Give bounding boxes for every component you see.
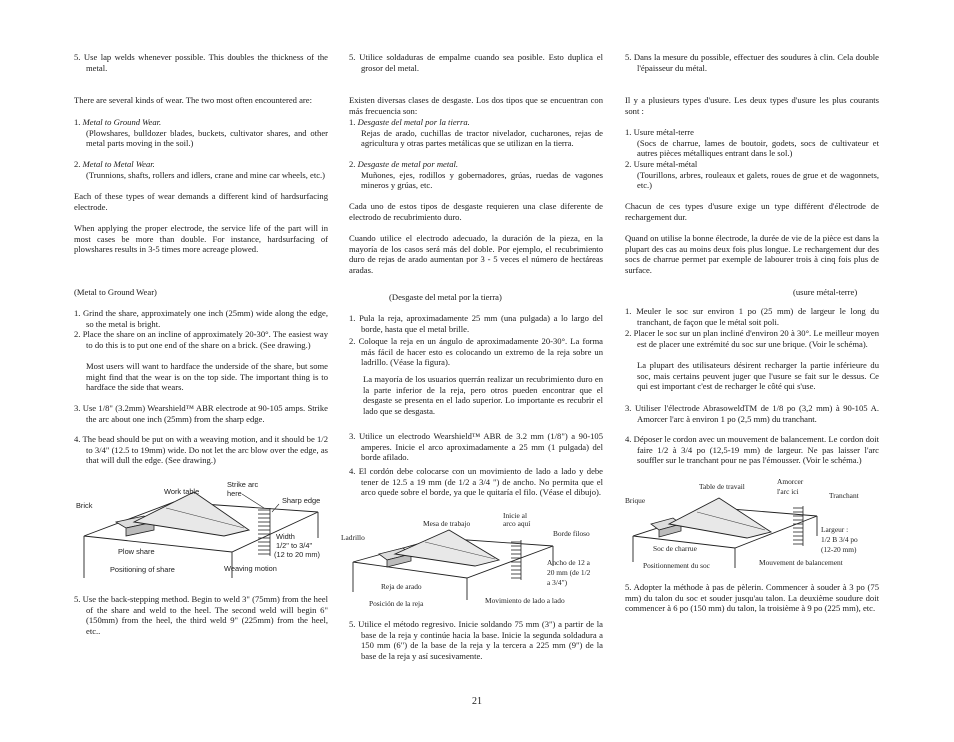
label-soc: Soc de charrue — [653, 544, 697, 553]
label-strike-arc: Strike arc — [227, 480, 259, 489]
step-2: 2. Placer le soc sur un plan incliné d'environ 20 à 30°. Le meilleur moyen est de placer une extrémité du soc sur une brique. (Voir le schéma). — [625, 328, 879, 349]
label-posicion: Posición de la reja — [369, 599, 424, 608]
wear-type-2-desc: Muñones, ejes, rodillos y gobernadores, grúas, ruedas de vagones mineros y grúas, etc. — [361, 169, 603, 191]
label-largeur-2: 1/2 B 3/4 po — [821, 535, 858, 544]
wear-type-1-title: Desgaste del metal por la tierra. — [357, 117, 470, 127]
english-figure — [74, 478, 328, 582]
wear-type-2-title: Desgaste de metal por metal. — [357, 159, 459, 169]
wear-type-2-desc: (Tourillons, arbres, rouleaux et galets, roues de grue et de wagonnets, etc.) — [637, 169, 879, 191]
wear-type-1-desc: Rejas de arado, cuchillas de tractor nivelador, cucharones, rejas de agricultura y otras partes metálicas que se utilizan en la tierra. — [361, 127, 603, 149]
label-tranchant: Tranchant — [829, 491, 859, 500]
page-number: 21 — [472, 696, 482, 707]
label-table: Table de travail — [699, 482, 745, 491]
label-width: Width — [276, 532, 295, 541]
step-1: 1. Meuler le soc sur environ 1 po (25 mm) de largeur le long du tranchant, de façon que le métal soit poli. — [625, 306, 879, 327]
service-life-paragraph: Quand on utilise la bonne électrode, la durée de vie de la pièce est dans la plupart des cas au moins deux fois plus longue. Le rechargement dur des socs de charrue permet par exemple de labourer trois à cinq fois plus de surface. — [625, 233, 879, 275]
label-ancho-3: a 3/4") — [547, 578, 568, 587]
wear-type-2-title: 2. Usure métal-métal — [625, 159, 698, 169]
label-sharp-edge: Sharp edge — [282, 496, 321, 505]
wear-type-2-title: Metal to Metal Wear. — [82, 159, 155, 169]
label-mesa: Mesa de trabajo — [423, 519, 471, 528]
wear-type-2: 2. Desgaste de metal por metal. Muñones, ejes, rodillos y gobernadores, grúas, ruedas de vagones mineros y grúas, etc. — [349, 159, 603, 191]
step-4: 4. Déposer le cordon avec un mouvement de balancement. Le cordon doit faire 1/2 à 3/4 po (12,5-19 mm) de largeur. Ne pas laisser l'arc souffler sur le tranchant pour ne pas l'émousser. (Voir le schéma.) — [625, 434, 879, 466]
label-width-range-2: (12 to 20 mm) — [274, 550, 321, 559]
step-5: 5. Use the back-stepping method. Begin to weld 3" (75mm) from the heel of the share and weld to the heel. The second weld will begin 6" (150mm) from the heel, the third weld 9" (225mm) from the heel, etc.. — [74, 594, 328, 636]
label-positionnement: Positionnement du soc — [643, 561, 710, 570]
wear-type-1-title: 1. Usure métal-terre — [625, 127, 694, 137]
label-positioning: Positioning of share — [110, 565, 175, 574]
label-here: here — [227, 489, 242, 498]
step-3: 3. Utiliser l'électrode AbrasoweldTM de 1/8 po (3,2 mm) à 90-105 A. Amorcer l'arc à environ 1 po (2,5 mm) du tranchant. — [625, 403, 879, 424]
lap-weld-paragraph: 5. Utilice soldaduras de empalme cuando sea posible. Esto duplica el grosor del metal. — [349, 52, 603, 73]
step-5: 5. Adopter la méthode à pas de pèlerin. Commencer à souder à 3 po (75 mm) du talon du soc et souder jusqu'au talon. La deuxième soudure doit commencer à 6 po (150 mm) du talon, la troisième à 9 po (225 mm), etc. — [625, 582, 879, 614]
electrode-paragraph: Each of these types of wear demands a different kind of hardsurfacing electrode. — [74, 191, 328, 212]
step-1: 1. Pula la reja, aproximadamente 25 mm (una pulgada) a lo largo del borde, hasta que el metal brille. — [349, 313, 603, 334]
lap-weld-paragraph: 5. Dans la mesure du possible, effectuer des soudures à clin. Cela double l'épaisseur du métal. — [625, 52, 879, 73]
wear-type-2: 2. Metal to Metal Wear. (Trunnions, shafts, rollers and idlers, crane and mine car wheels, etc.) — [74, 159, 328, 180]
step-2-note: Most users will want to hardface the underside of the share, but some might find that the wear is on the top side. The important thing is to hardface the side that wears. — [86, 361, 328, 393]
wear-intro: There are several kinds of wear. The two most often encountered are: — [74, 95, 312, 105]
wear-type-1: 1. Metal to Ground Wear. (Plowshares, bulldozer blades, buckets, cultivator shares, and other metal parts moving in the soil.) — [74, 117, 328, 149]
wear-type-1-desc: (Plowshares, bulldozer blades, buckets, cultivator shares, and other metal parts moving in the soil.) — [86, 127, 328, 149]
step-4: 4. The bead should be put on with a weaving motion, and it should be 1/2 to 3/4" (12.5 to 19mm) wide. Do not let the arc blow over the edge, as that will dull the edge. (See drawing.) — [74, 434, 328, 466]
label-movimiento: Movimiento de lado a lado — [485, 596, 565, 605]
label-largeur-3: (12-20 mm) — [821, 545, 857, 554]
service-life-paragraph: Cuando utilice el electrodo adecuado, la duración de la pieza, en la mayoría de los casos será más del doble. Por ejemplo, el recubrimiento duro de rejas de arado aumentan por 3 - 5 veces el número de hectáreas aradas. — [349, 233, 603, 275]
label-brick: Brick — [76, 501, 93, 510]
step-2: 2. Place the share on an incline of approximately 20-30°. The easiest way to do this is to put one end of the share on a brick. (See drawing.) — [74, 329, 328, 350]
wear-intro: Existen diversas clases de desgaste. Los dos tipos que se encuentran con más frecuencia son: — [349, 95, 603, 116]
label-ladrillo: Ladrillo — [341, 533, 365, 542]
lap-weld-paragraph: 5. Use lap welds whenever possible. This doubles the thickness of the metal. — [74, 52, 328, 73]
step-3: 3. Use 1/8" (3.2mm) Wearshield™ ABR electrode at 90-105 amps. Strike the arc about one inch (25mm) from the sharp edge. — [74, 403, 328, 424]
spanish-figure — [339, 512, 605, 612]
label-work-table: Work table — [164, 487, 200, 496]
wear-type-1-title: Metal to Ground Wear. — [82, 117, 162, 127]
label-amorcer-1: Amorcer — [777, 478, 804, 486]
step-5: 5. Utilice el método regresivo. Inicie soldando 75 mm (3") a partir de la base de la reja y continúe hacia la base. Inicie la segunda soldadura a 150 mm (6") de la base de la reja y la tercera a 225 mm (9") de la base de la reja y así sucesivamente. — [349, 619, 603, 661]
french-figure — [623, 478, 881, 574]
step-2-note: La mayoría de los usuarios querrán realizar un recubrimiento duro en la parte inferior de la reja, pero otros pueden encontrar que el desgaste se presenta en el lado superior. Lo importante es recubrir el lado que se desgasta. — [363, 374, 603, 416]
step-3: 3. Utilice un electrodo Wearshield™ ABR de 3.2 mm (1/8") a 90-105 amperes. Inicie el arco aproximadamente a 25 mm (1 pulgada) del borde afilado. — [349, 431, 603, 463]
label-inicie-1: Inicie al — [503, 512, 528, 520]
wear-type-2 — [625, 159, 879, 191]
label-inicie-2: arco aquí — [503, 519, 531, 528]
label-mouvement: Mouvement de balancement — [759, 558, 843, 567]
step-2: 2. Coloque la reja en un ángulo de aproximadamente 20-30°. La forma más fácil de hacer esto es colocando un extremo de la reja sobre un ladrillo. (Véase la figura). — [349, 336, 603, 368]
wear-type-2-desc: (Trunnions, shafts, rollers and idlers, crane and mine car wheels, etc.) — [86, 169, 326, 180]
section-title: (Desgaste del metal por la tierra) — [389, 292, 502, 302]
electrode-paragraph: Chacun de ces types d'usure exige un type différent d'électrode de rechargement dur. — [625, 201, 879, 222]
label-width-range-1: 1/2" to 3/4" — [276, 541, 313, 550]
wear-type-1 — [625, 127, 879, 159]
label-brique: Brique — [625, 496, 646, 505]
label-weaving: Weaving motion — [224, 564, 277, 573]
wear-intro: Il y a plusieurs types d'usure. Les deux types d'usure les plus courants sont : — [625, 95, 879, 116]
wear-type-1-desc: (Socs de charrue, lames de boutoir, godets, socs de cultivateur et autres pièces métalliques entrant dans le sol.) — [637, 137, 879, 159]
service-life-paragraph: When applying the proper electrode, the service life of the part will in most cases be more than double. For instance, hardsurfacing of plowshares results in 3-5 times more acreage plowed. — [74, 223, 328, 255]
section-title: (Metal to Ground Wear) — [74, 287, 157, 297]
step-2-note: La plupart des utilisateurs désirent recharger la partie inférieure du soc, mais certains peuvent juger que l'usure se fait sur le dessus. Ce qui est important c'est de recharger le côté qui s'use. — [637, 360, 879, 392]
electrode-paragraph: Cada uno de estos tipos de desgaste requieren una clase diferente de electrodo de recubrimiento duro. — [349, 201, 603, 222]
label-ancho-2: 20 mm (de 1/2 — [547, 568, 591, 577]
label-amorcer-2: l'arc ici — [777, 487, 799, 496]
label-largeur-1: Largeur : — [821, 525, 849, 534]
label-ancho-1: Ancho de 12 a — [547, 558, 590, 567]
label-plow-share: Plow share — [118, 547, 155, 556]
step-1: 1. Grind the share, approximately one inch (25mm) wide along the edge, so the metal is bright. — [74, 308, 328, 329]
section-title: (usure métal-terre) — [793, 287, 858, 297]
step-4: 4. El cordón debe colocarse con un movimiento de lado a lado y debe tener de 12.5 a 19 mm (de 1/2 a 3/4 ") de ancho. No permita que el arco quede sobre el borde, ya que le quitaría el filo. (Véase el dibujo). — [349, 466, 603, 498]
wear-type-1: 1. Desgaste del metal por la tierra. Rejas de arado, cuchillas de tractor nivelador, cucharones, rejas de agricultura y otras partes metálicas que se utilizan en la tierra. — [349, 117, 603, 149]
label-borde: Borde filoso — [553, 529, 590, 538]
label-reja: Reja de arado — [381, 582, 422, 591]
